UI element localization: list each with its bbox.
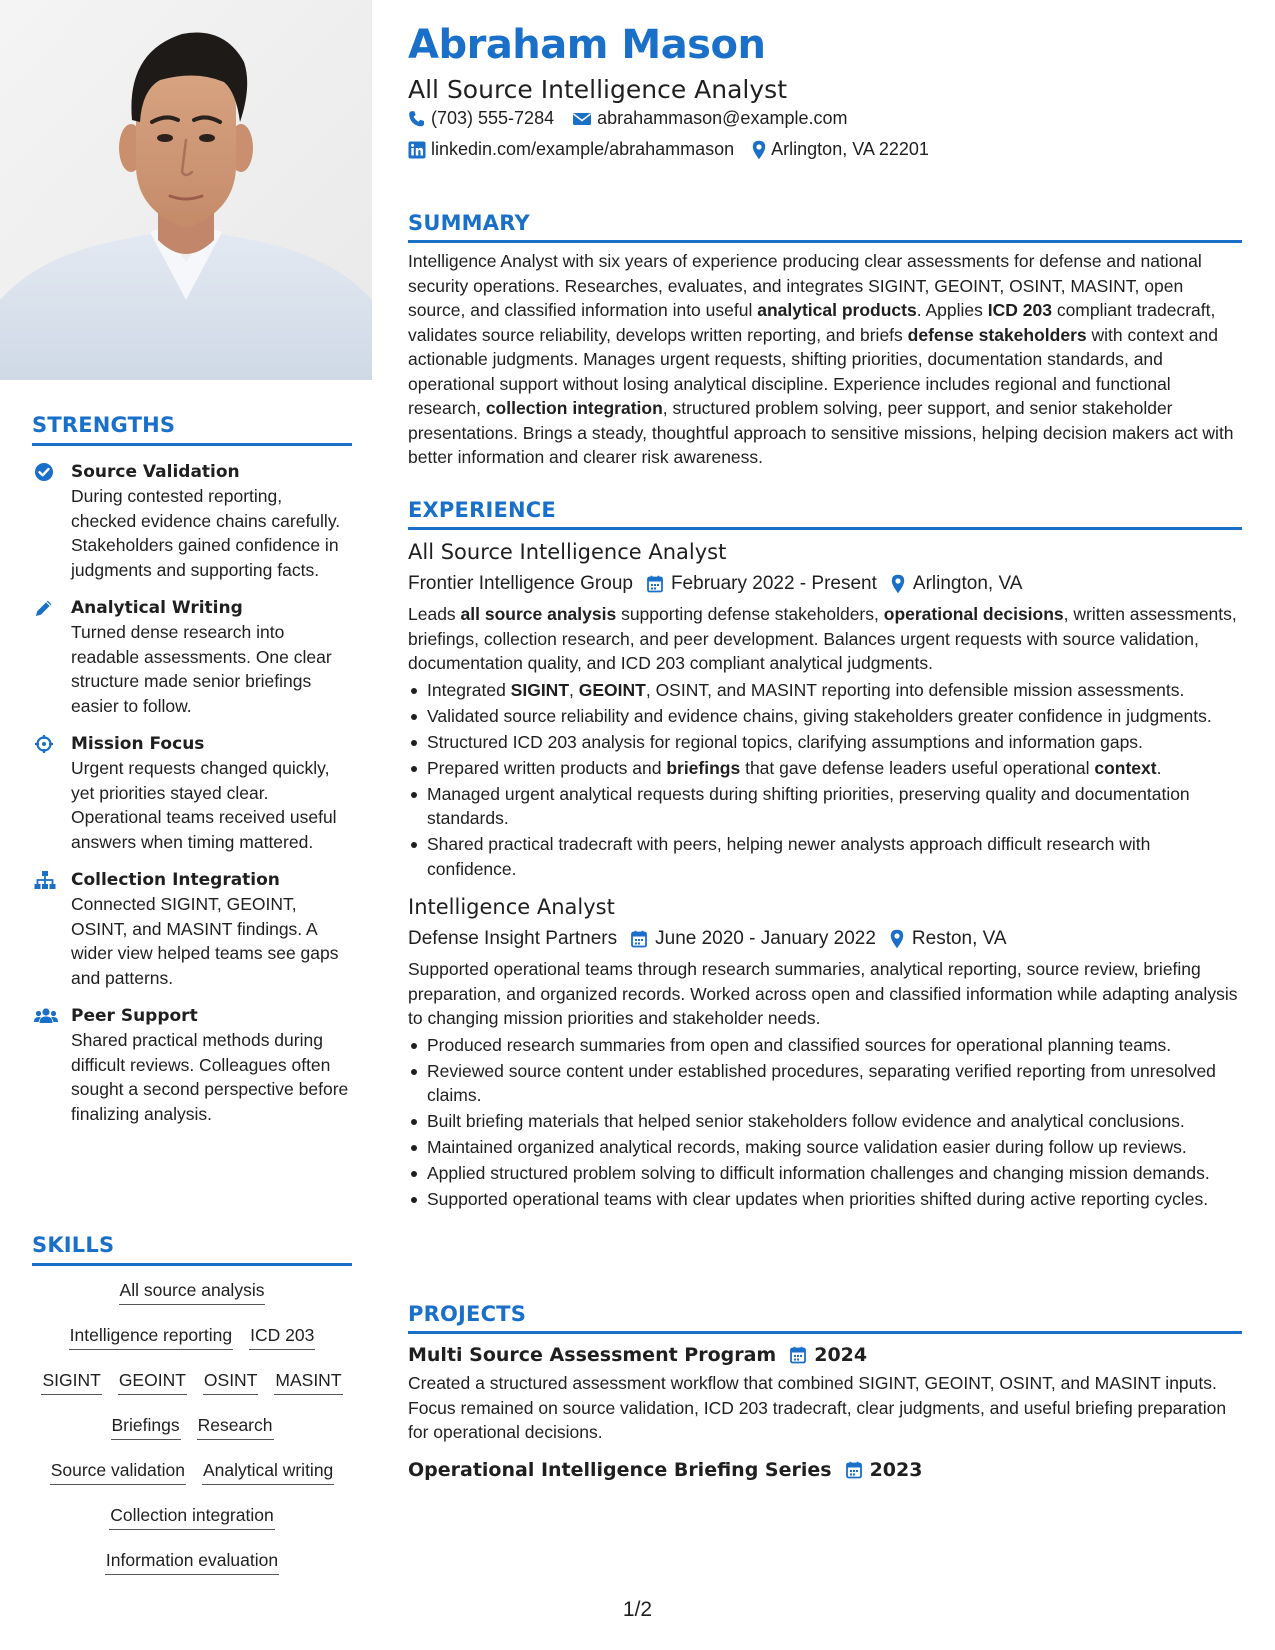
location-contact [752,139,929,160]
skills-heading: SKILLS [32,1233,115,1257]
strength-title: Collection Integration [71,870,280,890]
job-bullets [408,678,1242,882]
contact-row-2 [408,139,947,160]
summary-divider [408,240,1242,243]
job-location [891,570,1022,598]
skill-tag: Source validation [50,1458,186,1485]
projects-divider [408,1331,1242,1334]
skill-row [32,1323,352,1350]
left-sidebar [0,0,372,1650]
skill-row [32,1278,352,1305]
summary-text-run: with context and actionable judgments. Manages urgent requests, shifting priorities, documentation standards, and operational support without losing analytical discipline. Experience includes regional and functional research, [408,324,1218,418]
pencil-icon [34,598,54,618]
job-text-run: Supported operational teams through research summaries, analytical reporting, source review, briefing preparation, and organized records. Worked across open and classified information while adapting analysis to changing mission priorities and stakeholder needs. [408,959,1238,1028]
strength-description: Urgent requests changed quickly, yet priorities stayed clear. Operational teams received useful answers when timing mattered. [71,758,337,852]
strengths-heading: STRENGTHS [32,413,176,437]
bullet-keyword: briefings [666,757,741,778]
project-description: Created a structured assessment workflow that combined SIGINT, GEOINT, OSINT, and MASINT inputs. Focus remained on source validation, ICD 203 tradecraft, clear judgments, and useful briefing preparation for operational decisions. [408,1373,1227,1442]
calendar-icon [790,1346,806,1364]
skill-row [32,1503,352,1530]
job-bullet [408,1059,1242,1108]
skill-tag: OSINT [203,1368,258,1395]
project-entry [408,1457,1242,1483]
sitemap-icon [34,870,54,890]
skills-section [32,1233,352,1593]
linkedin-url[interactable]: linkedin.com/example/abrahammason [431,139,735,159]
bullet-text-run: , OSINT, and MASINT reporting into defensible mission assessments. [645,679,1185,700]
profile-photo [0,0,372,380]
project-year: 2023 [869,1458,923,1481]
skill-tag: Information evaluation [105,1548,279,1575]
linkedin-contact[interactable] [408,139,734,160]
strength-description: During contested reporting, checked evidence chains carefully. Stakeholders gained confidence in judgments and supporting facts. [71,486,341,580]
bullet-text-run: Reviewed source content under established procedures, separating verified reporting from unresolved claims. [427,1060,1216,1105]
page-number: 1/2 [622,1598,653,1621]
job-bullet [408,1033,1242,1058]
project-title: Multi Source Assessment Program [408,1344,777,1366]
job-bullet [408,1109,1242,1134]
crosshair-icon [34,734,54,754]
strength-item [32,1004,352,1126]
job-bullets [408,1033,1242,1212]
job-location-text: Reston, VA [911,928,1007,949]
bullet-text-run: Integrated [427,679,511,700]
check-circle-icon [34,462,54,482]
bullet-text-run: Produced research summaries from open and classified sources for operational planning teams. [427,1034,1172,1055]
strengths-divider [32,443,352,446]
job-keyword: operational decisions [883,604,1064,624]
job-bullet [408,832,1242,881]
bullet-text-run: Structured ICD 203 analysis for regional topics, clarifying assumptions and information gaps. [427,731,1143,752]
job-bullet [408,1135,1242,1160]
company-name: Frontier Intelligence Group [408,573,633,594]
bullet-text-run: Built briefing materials that helped senior stakeholders follow evidence and analytical conclusions. [427,1111,1185,1131]
skill-tag: GEOINT [118,1368,187,1395]
users-icon [34,1006,54,1026]
summary-text-run: , structured problem solving, peer support, and senior stakeholder presentations. Brings a steady, thoughtful approach to sensitive missions, helping decision makers act with better information and clearer risk awareness. [408,398,1234,467]
bullet-keyword: context [1094,757,1157,778]
summary-section [408,211,1242,470]
location-text: Arlington, VA 22201 [771,139,929,159]
summary-text [408,249,1242,470]
skill-tag: Research [197,1413,274,1440]
strength-title: Analytical Writing [71,598,243,618]
summary-keyword: analytical products [757,300,917,320]
strength-item [32,596,352,718]
strengths-section [32,413,352,1126]
job-bullet [408,678,1242,703]
phone-contact [408,108,554,129]
job-meta [408,925,1242,953]
job-summary [408,957,1242,1031]
calendar-icon [846,1461,862,1479]
job-location [890,925,1007,953]
skill-row [32,1548,352,1575]
strength-item [32,868,352,990]
job-bullet [408,1161,1242,1186]
map-pin-icon [752,140,766,160]
strength-item [32,732,352,854]
bullet-text-run: Prepared written products and [427,757,667,778]
strength-description: Shared practical methods during difficult reviews. Colleagues often sought a second perspective before finalizing analysis. [71,1030,349,1124]
phone-icon [408,110,426,128]
experience-heading: EXPERIENCE [408,498,556,522]
job-summary [408,602,1242,676]
skill-tag: SIGINT [41,1368,101,1395]
experience-section [408,498,1242,1213]
skill-tag: MASINT [274,1368,342,1395]
skill-tag: Intelligence reporting [69,1323,233,1350]
job-entry [408,538,1242,881]
candidate-role: All Source Intelligence Analyst [408,75,787,104]
skill-tag: Briefings [111,1413,181,1440]
project-year: 2024 [814,1344,868,1366]
strength-title: Source Validation [71,462,240,482]
linkedin-icon [408,141,426,159]
strength-title: Peer Support [71,1006,198,1026]
project-entry [408,1342,1242,1445]
calendar-icon [631,930,647,948]
skill-row [32,1413,352,1440]
skill-tag: Analytical writing [202,1458,334,1485]
projects-section [408,1302,1242,1483]
strength-description: Connected SIGINT, GEOINT, OSINT, and MASINT findings. A wider view helped teams see gaps and patterns. [71,894,339,988]
email-address[interactable]: abrahammason@example.com [597,108,848,128]
experience-divider [408,527,1242,530]
skill-tag: ICD 203 [249,1323,315,1350]
strength-item [32,460,352,582]
job-bullet [408,1187,1242,1212]
summary-text-run: . Applies [916,300,988,320]
strength-title: Mission Focus [71,734,205,754]
project-title-row [408,1457,1242,1483]
job-bullet [408,756,1242,781]
bullet-text-run: Supported operational teams with clear updates when priorities shifted during active reporting cycles. [427,1189,1209,1209]
bullet-keyword: SIGINT [510,679,570,700]
skills-divider [32,1263,352,1266]
project-title: Operational Intelligence Briefing Series [408,1458,832,1481]
calendar-icon [647,575,663,593]
candidate-name: Abraham Mason [408,22,766,68]
job-dates [647,570,877,598]
skill-tags [32,1278,352,1575]
bullet-keyword: GEOINT [578,679,646,700]
summary-keyword: defense stakeholders [907,324,1087,345]
job-bullet [408,704,1242,729]
job-location-text: Arlington, VA [912,573,1023,594]
project-title-row [408,1342,1242,1368]
job-text-run: Leads [408,604,461,624]
projects-heading: PROJECTS [408,1302,527,1326]
map-pin-icon [890,929,904,949]
job-title: Intelligence Analyst [408,895,615,919]
bullet-text-run: , [569,679,579,700]
job-text-run: supporting defense stakeholders, [616,604,884,624]
bullet-text-run: Managed urgent analytical requests during shifting priorities, preserving quality and documentation standards. [427,783,1190,828]
job-meta [408,570,1242,598]
skill-row [32,1368,352,1395]
bullet-text-run: Validated source reliability and evidence chains, giving stakeholders greater confidence in judgments. [427,705,1212,726]
summary-heading: SUMMARY [408,211,530,235]
bullet-text-run: Shared practical tradecraft with peers, helping newer analysts approach difficult research with confidence. [427,834,1151,879]
map-pin-icon [891,574,905,594]
job-text-run: , written assessments, briefings, collection research, and peer development. Balances urgent requests with source validation, documentation quality, and ICD 203 compliant analytical judgments. [408,604,1237,673]
envelope-icon [572,111,592,127]
skill-tag: Collection integration [109,1503,274,1530]
contact-row-1 [408,108,865,129]
bullet-text-run: Maintained organized analytical records, making source validation easier during follow up reviews. [427,1137,1187,1157]
summary-text-run: Intelligence Analyst with six years of experience producing clear assessments for defense and national security operations. Researches, evaluates, and integrates SIGINT, GEOINT, OSINT, MASINT, open source, and classified information into useful [408,251,1202,320]
job-bullet [408,730,1242,755]
bullet-text-run: Applied structured problem solving to difficult information challenges and changing mission demands. [427,1163,1210,1183]
job-keyword: all source analysis [460,604,617,624]
job-dates [631,925,876,953]
strength-description: Turned dense research into readable assessments. One clear structure made senior briefings easier to follow. [71,622,332,716]
job-title: All Source Intelligence Analyst [408,540,727,564]
company-name: Defense Insight Partners [408,928,618,949]
email-contact[interactable] [572,108,847,129]
job-bullet [408,782,1242,831]
job-entry [408,893,1242,1212]
job-dates-text: February 2022 - Present [670,573,877,594]
bullet-text-run: . [1156,757,1162,778]
phone-number: (703) 555-7284 [431,108,555,128]
summary-keyword: ICD 203 [987,300,1052,320]
summary-keyword: collection integration [485,398,663,418]
summary-text-run: compliant tradecraft, validates source reliability, develops written reporting, and briefs [408,300,1216,345]
skill-row [32,1458,352,1485]
skill-tag: All source analysis [119,1278,266,1305]
bullet-text-run: that gave defense leaders useful operational [740,757,1095,778]
job-dates-text: June 2020 - January 2022 [655,928,876,949]
